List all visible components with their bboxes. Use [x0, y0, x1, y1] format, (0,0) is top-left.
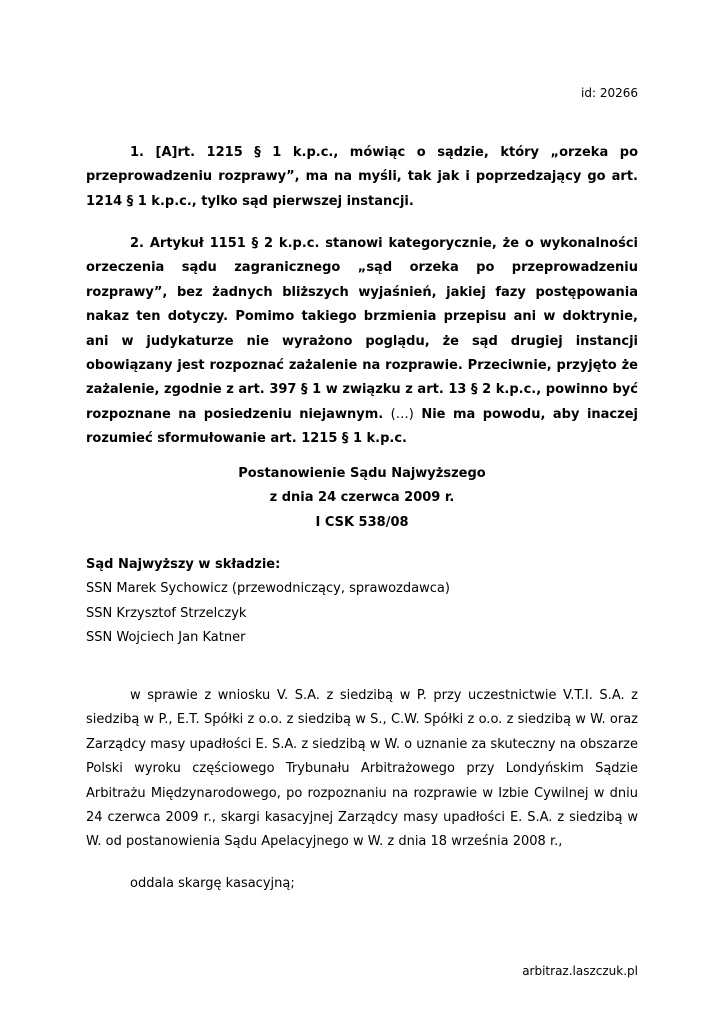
bench-label: Sąd Najwyższy w składzie:: [86, 557, 281, 572]
decision-date: z dnia 24 czerwca 2009 r.: [269, 490, 455, 506]
outcome-paragraph: oddala skargę kasacyjną;: [130, 876, 295, 891]
bench-composition: [86, 553, 450, 651]
bench-member: SSN Krzysztof Strzelczyk: [86, 605, 247, 621]
decision-heading: [86, 462, 638, 535]
bench-member: SSN Wojciech Jan Katner: [86, 630, 246, 646]
thesis-2: [86, 232, 638, 452]
decision-title: Postanowienie Sądu Najwyższego: [238, 466, 486, 481]
footer-source: arbitraz.laszczuk.pl: [522, 964, 638, 978]
thesis-text-continued: Nie ma powodu, aby inaczej rozumieć sformułowanie art. 1215 § 1 k.p.c.: [86, 406, 638, 447]
document-id: id: 20266: [581, 86, 638, 100]
thesis-number: 2.: [130, 236, 144, 251]
bench-member: SSN Marek Sychowicz (przewodniczący, sprawozdawca): [86, 581, 450, 597]
ruling-paragraph: w sprawie z wniosku V. S.A. z siedzibą w P. przy uczestnictwie V.T.I. S.A. z siedzibą w P., E.T. Spółki z o.o. z siedzibą w S., C.W. Spółki z o.o. z siedzibą w W. oraz Zarządcy masy upadłości E. S.A. z siedzibą w W. o uznanie za skuteczny na obszarze Polski wyroku częściowego Trybunału Arbitrażowego przy Londyńskim Sądzie Arbitrażu Międzynarodowego, po rozpoznaniu na rozprawie w Izbie Cywilnej w dniu 24 czerwca 2009 r., skargi kasacyjnej Zarządcy masy upadłości E. S.A. z siedzibą w W. od postanowienia Sądu Apelacyjnego w W. z dnia 18 września 2008 r.,: [86, 688, 638, 850]
thesis-1: [86, 141, 638, 214]
thesis-number: 1.: [130, 145, 144, 160]
ellipsis: (…): [390, 406, 414, 422]
thesis-text: [A]rt. 1215 § 1 k.p.c., mówiąc o sądzie, który „orzeka po przeprowadzeniu rozprawy”, ma na myśli, tak jak i poprzedzający go art. 1214 § 1 k.p.c., tylko sąd pierwszej instancji.: [86, 145, 638, 209]
case-number: I CSK 538/08: [315, 514, 409, 530]
thesis-text: Artykuł 1151 § 2 k.p.c. stanowi kategorycznie, że o wykonalności orzeczenia sądu zagranicznego „sąd orzeka po przeprowadzeniu rozprawy”, bez żadnych bliższych wyjaśnień, jakiej fazy postępowania nakaz ten dotyczy. Pomimo takiego brzmienia przepisu ani w doktrynie, ani w judykaturze nie wyrażono poglądu, że sąd drugiej instancji obowiązany jest rozpoznać zażalenie na rozprawie. Przeciwnie, przyjęto że zażalenie, zgodnie z art. 397 § 1 w związku z art. 13 § 2 k.p.c., powinno być rozpoznane na posiedzeniu niejawnym.: [86, 236, 638, 422]
